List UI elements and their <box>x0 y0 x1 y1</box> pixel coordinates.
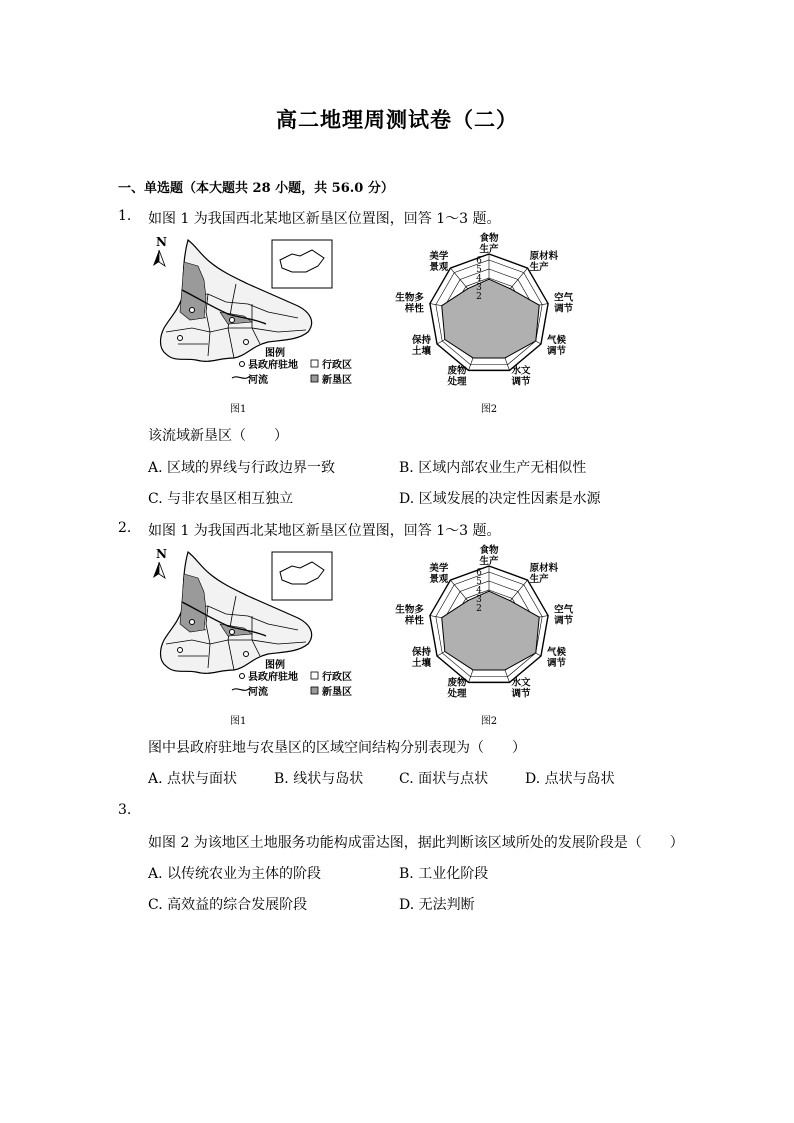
county-seat-legend-icon <box>240 674 245 679</box>
radar-axis-label: 水文调节 <box>511 365 531 388</box>
admin-legend-icon <box>311 672 318 679</box>
option-a[interactable]: A. 点状与面状 <box>148 771 238 787</box>
figure-1-map <box>148 232 373 420</box>
county-seat-legend-icon <box>240 362 245 367</box>
radar-axis-label: 生物多样性 <box>395 292 424 315</box>
option-c[interactable]: C. 与非农垦区相互独立 <box>148 491 294 507</box>
radar-axis-label: 水文调节 <box>511 677 531 700</box>
radar-axis-label: 食物生产 <box>479 233 499 255</box>
north-arrow-icon <box>153 250 159 266</box>
option-a[interactable]: A. 区域的界线与行政边界一致 <box>148 460 336 476</box>
radar-scale-tick: 2 <box>476 604 482 614</box>
radar-scale-tick: 5 <box>476 265 482 275</box>
radar-axis-label: 气候调节 <box>546 647 566 669</box>
legend-label: 新垦区 <box>322 687 352 698</box>
north-arrow-icon <box>153 562 159 578</box>
north-label: N <box>156 547 167 561</box>
question-number: 2. <box>118 520 132 536</box>
figure-1-map <box>148 544 373 732</box>
radar-axis-label: 气候调节 <box>546 335 566 357</box>
option-c[interactable]: C. 高效益的综合发展阶段 <box>148 897 308 913</box>
legend-label: 县政府驻地 <box>248 672 298 683</box>
legend-label: 行政区 <box>322 672 352 683</box>
option-b[interactable]: B. 区域内部农业生产无相似性 <box>399 460 587 476</box>
radar-scale-tick: 4 <box>476 274 482 284</box>
legend-title: 图例 <box>265 348 285 359</box>
question-number: 1. <box>118 208 132 224</box>
county-seat <box>178 648 183 653</box>
radar-scale-tick: 3 <box>476 283 482 293</box>
legend-label: 行政区 <box>322 360 352 371</box>
county-seat <box>230 630 235 635</box>
page-title: 高二地理周测试卷（二） <box>276 107 518 132</box>
admin-legend-icon <box>311 360 318 367</box>
legend-label: 河流 <box>248 687 268 698</box>
county-seat <box>178 336 183 341</box>
option-d[interactable]: D. 区域发展的决定性因素是水源 <box>399 491 601 507</box>
reclaimed-legend-icon <box>311 687 318 694</box>
radar-axis-label: 保持土壤 <box>412 647 432 669</box>
option-b[interactable]: B. 工业化阶段 <box>399 866 489 882</box>
radar-scale-tick: 2 <box>476 292 482 302</box>
north-label: N <box>156 235 167 249</box>
county-seat <box>244 340 249 345</box>
section-header: 一、单选题（本大题共 28 小题，共 56.0 分） <box>118 181 394 196</box>
figure-caption: 图2 <box>480 716 498 727</box>
radar-axis-label: 废物处理 <box>447 677 467 700</box>
radar-scale-tick: 6 <box>476 256 482 266</box>
radar-axis-label: 美学景观 <box>429 251 449 274</box>
radar-axis-label: 美学景观 <box>429 563 449 586</box>
radar-scale-tick: 6 <box>476 568 482 578</box>
radar-scale-tick: 4 <box>476 586 482 596</box>
figure-pair <box>148 232 574 424</box>
figure-caption: 图1 <box>230 404 247 415</box>
option-d[interactable]: D. 无法判断 <box>399 897 475 913</box>
radar-axis-label: 原材料生产 <box>529 251 559 274</box>
county-seat <box>190 620 195 625</box>
legend-title: 图例 <box>265 660 285 671</box>
option-d[interactable]: D. 点状与岛状 <box>525 771 615 787</box>
legend-label: 县政府驻地 <box>248 360 298 371</box>
radar-axis-label: 空气调节 <box>554 292 574 315</box>
figure-2-radar-chart <box>384 544 594 732</box>
county-seat <box>230 318 235 323</box>
reclaimed-legend-icon <box>311 375 318 382</box>
radar-axis-label: 食物生产 <box>479 545 499 567</box>
radar-axis-label: 废物处理 <box>447 365 467 388</box>
county-seat <box>190 308 195 313</box>
radar-axis-label: 空气调节 <box>554 604 574 627</box>
legend-label: 河流 <box>248 375 268 386</box>
radar-scale-tick: 5 <box>476 577 482 587</box>
option-c[interactable]: C. 面状与点状 <box>399 771 489 787</box>
question-intro: 如图 1 为我国西北某地区新垦区位置图，回答 1～3 题。 <box>148 211 501 227</box>
radar-axis-label: 原材料生产 <box>529 563 559 586</box>
radar-axis-label: 生物多样性 <box>395 604 424 627</box>
question-number: 3. <box>118 802 132 818</box>
county-seat <box>244 652 249 657</box>
legend-label: 新垦区 <box>322 375 352 386</box>
radar-scale-tick: 3 <box>476 595 482 605</box>
question-stem: 如图 2 为该地区土地服务功能构成雷达图，据此判断该区域所处的发展阶段是（ ） <box>148 835 684 851</box>
figure-caption: 图2 <box>480 404 498 415</box>
figure-caption: 图1 <box>230 716 247 727</box>
option-a[interactable]: A. 以传统农业为主体的阶段 <box>148 866 322 882</box>
figure-pair <box>148 544 574 736</box>
figure-2-radar-chart <box>384 232 594 420</box>
radar-axis-label: 保持土壤 <box>412 335 432 357</box>
question-stem: 该流域新垦区（ ） <box>148 428 288 444</box>
question-intro: 如图 1 为我国西北某地区新垦区位置图，回答 1～3 题。 <box>148 523 501 539</box>
question-stem: 图中县政府驻地与农垦区的区域空间结构分别表现为（ ） <box>148 740 526 756</box>
option-b[interactable]: B. 线状与岛状 <box>274 771 364 787</box>
